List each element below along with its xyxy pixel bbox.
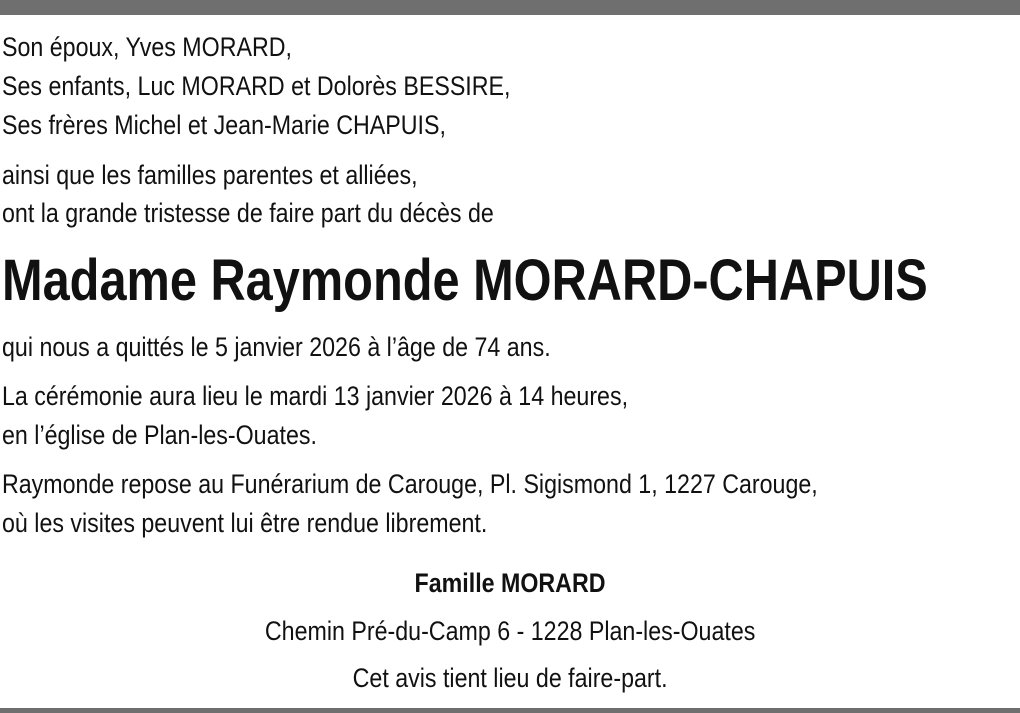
visit-line-access: où les visites peuvent lui être rendue librement. [2,508,488,538]
signature-address [0,614,1020,648]
ceremony-line-place: en l’église de Plan-les-Ouates. [2,420,317,450]
family-line-spouse: Son époux, Yves MORARD, [2,32,292,62]
signature-address-text: Chemin Pré-du-Camp 6 - 1228 Plan-les-Ouates [264,616,756,646]
signature-note [0,661,1020,695]
signature-family [0,566,1020,600]
ceremony-line-date: La cérémonie aura lieu le mardi 13 janvier 2026 à 14 heures, [2,381,629,411]
family-line-children: Ses enfants, Luc MORARD et Dolorès BESSIRE, [2,71,511,101]
signature-family-text: Famille MORARD [414,568,606,598]
top-rule [0,0,1020,15]
deceased-name-heading: Madame Raymonde MORARD-CHAPUIS [2,248,928,313]
announcement-line-sadness: ont la grande tristesse de faire part du décès de [2,198,494,228]
passing-line: qui nous a quittés le 5 janvier 2026 à l’âge de 74 ans. [2,332,551,362]
announcement-line-families: ainsi que les familles parentes et alliées, [2,160,418,190]
bottom-rule [0,708,1020,713]
family-line-brothers: Ses frères Michel et Jean-Marie CHAPUIS, [2,110,446,140]
signature-note-text: Cet avis tient lieu de faire-part. [352,663,668,693]
visit-line-location: Raymonde repose au Funérarium de Carouge, Pl. Sigismond 1, 1227 Carouge, [2,469,818,499]
